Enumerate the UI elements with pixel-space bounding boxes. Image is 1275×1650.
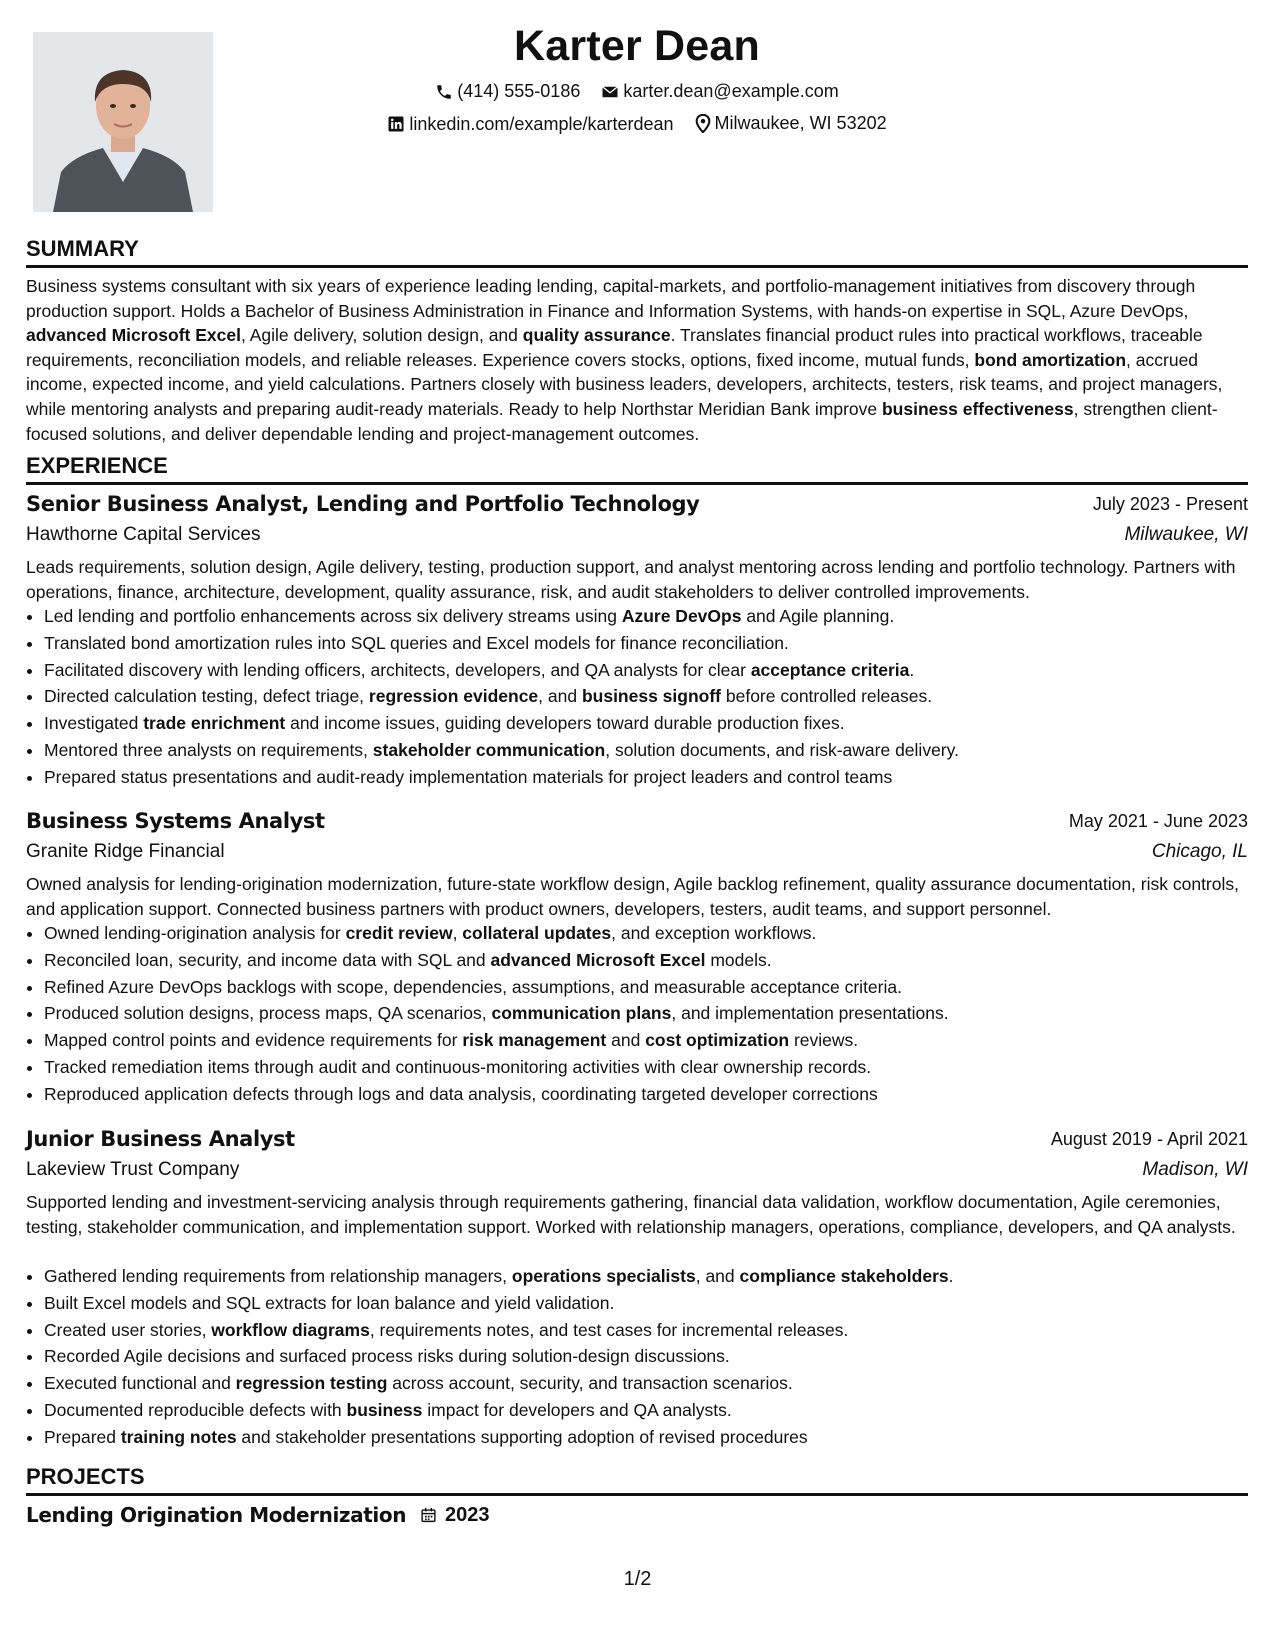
text-segment: Recorded Agile decisions and surfaced process risks during solution-design discussions. [44,1346,730,1367]
text-segment: , [452,923,463,943]
text-segment: , strengthen client-focused solutions, and deliver dependable lending and project-management outcomes. [26,398,1218,444]
email-text: karter.dean@example.com [623,81,839,101]
bold-keyword: training notes [120,1426,237,1447]
bold-keyword: quality assurance [522,325,671,346]
linkedin-text: linkedin.com/example/karterdean [409,113,674,134]
job-description: Supported lending and investment-servicing analysis through requirements gathering, financial data validation, workflow documentation, Agile ceremonies, testing, stakeholder communication, and implementation support. Worked with relationship managers, operations, compliance, developers, and QA analysts. [26,1192,1236,1237]
text-segment: Translated bond amortization rules into SQL queries and Excel models for finance reconciliation. [44,632,789,653]
text-segment: and Agile planning. [741,606,895,626]
project-name: Lending Origination Modernization [26,1503,407,1527]
bullet-item [44,630,1266,657]
bullet-item [44,603,1266,630]
text-segment: Mentored three analysts on requirements, [44,739,373,760]
bullet-item [44,1424,1266,1451]
text-segment: , and exception workflows. [611,923,817,943]
text-segment: and [606,1030,646,1051]
text-segment: , and [538,686,582,707]
bullet-item [44,1370,1266,1397]
job-company: Lakeview Trust Company [26,1159,240,1180]
text-segment: , accrued income, expected income, and yield calculations. Partners closely with business leaders, developers, architects, testers, risk teams, and project managers, while mentoring analysts and preparing audit-ready materials. Ready to help Northstar Meridian Bank improve [26,349,1223,419]
text-segment: Mapped control points and evidence requirements for [44,1030,463,1051]
job-bullets [26,1263,1266,1451]
linkedin-contact[interactable] [387,114,673,135]
text-segment: impact for developers and QA analysts. [422,1399,732,1420]
bold-keyword: advanced Microsoft Excel [26,325,241,346]
bullet-item [44,1317,1266,1344]
bold-keyword: regression testing [235,1373,388,1394]
bullet-item [44,1054,1266,1081]
text-segment: Gathered lending requirements from relationship managers, [44,1266,512,1286]
text-segment: Prepared status presentations and audit-ready implementation materials for project leaders and control teams [44,766,893,787]
candidate-name: Karter Dean [514,22,760,70]
map-pin-icon [695,114,711,133]
text-segment: Led lending and portfolio enhancements across six delivery streams using [44,606,622,626]
text-segment: Business systems consultant with six years of experience leading lending, capital-markets, and portfolio-management initiatives from discovery through production support. Holds a Bachelor of Business Administration in Finance and Information Systems, with hands-on expertise in SQL, Azure DevOps, [26,276,1196,321]
bold-keyword: workflow diagrams [211,1319,370,1340]
text-segment: Tracked remediation items through audit and continuous-monitoring activities with clear ownership records. [44,1056,872,1077]
text-segment: across account, security, and transaction scenarios. [387,1373,793,1394]
phone-icon [435,83,453,101]
bold-keyword: compliance stakeholders [739,1266,949,1286]
text-segment: Executed functional and [44,1373,236,1394]
bold-keyword: Azure DevOps [621,606,742,626]
text-segment: and income issues, guiding developers toward durable production fixes. [285,713,845,734]
bold-keyword: business signoff [581,686,721,707]
job-location: Madison, WI [1142,1159,1248,1180]
page-number: 1/2 [623,1568,652,1590]
text-segment: Created user stories, [44,1319,212,1340]
text-segment: Built Excel models and SQL extracts for loan balance and yield validation. [44,1292,615,1313]
text-segment: . [948,1266,954,1286]
phone-contact[interactable] [435,81,580,102]
text-segment: , and [695,1266,740,1286]
text-segment: Produced solution designs, process maps, QA scenarios, [44,1003,492,1024]
text-segment: Prepared [44,1426,121,1447]
text-segment: Facilitated discovery with lending officers, architects, developers, and QA analysts for clear [44,659,751,680]
phone-text: (414) 555-0186 [457,81,581,101]
text-segment: , solution documents, and risk-aware delivery. [605,739,959,760]
job-location: Milwaukee, WI [1124,524,1248,545]
job-bullets [26,603,1266,791]
bold-keyword: collateral updates [462,923,612,943]
text-segment: models. [705,949,772,970]
job-title: Senior Business Analyst, Lending and Portfolio Technology [26,492,700,516]
job-description: Leads requirements, solution design, Agile delivery, testing, production support, and analyst mentoring across lending and portfolio technology. Partners with operations, finance, architecture, development, quality assurance, risk, and audit stakeholders to deliver controlled improvements. [26,557,1236,602]
job-description: Owned analysis for lending-origination modernization, future-state workflow design, Agile backlog refinement, quality assurance documentation, risk controls, and application support. Connected business partners with product owners, developers, testers, audit teams, and support personnel. [26,874,1239,919]
text-segment: Documented reproducible defects with [44,1399,347,1420]
text-segment: Reconciled loan, security, and income data with SQL and [44,949,491,970]
bold-keyword: communication plans [491,1003,672,1024]
text-segment: reviews. [789,1030,859,1051]
text-segment: , and implementation presentations. [671,1003,949,1024]
bullet-item [44,947,1266,974]
email-contact[interactable] [601,81,838,102]
job-dates: May 2021 - June 2023 [1068,811,1248,831]
text-segment: . [909,659,915,680]
text-segment: Owned lending-origination analysis for [44,923,346,943]
bold-keyword: business effectiveness [881,398,1074,419]
bold-keyword: cost optimization [645,1030,790,1051]
contact-row-2 [26,113,1248,138]
text-segment: Reproduced application defects through logs and data analysis, coordinating targeted developer corrections [44,1083,878,1104]
bullet-item [44,1081,1266,1108]
text-segment: , requirements notes, and test cases for incremental releases. [369,1319,849,1340]
bullet-item [44,974,1266,1001]
location-text: Milwaukee, WI 53202 [714,113,887,133]
text-segment: Refined Azure DevOps backlogs with scope, dependencies, assumptions, and measurable acceptance criteria. [44,976,902,997]
bold-keyword: advanced Microsoft Excel [490,949,706,970]
bullet-item [44,1027,1266,1054]
bold-keyword: regression evidence [368,686,539,707]
job-company: Hawthorne Capital Services [26,524,261,545]
bold-keyword: risk management [462,1030,607,1051]
bullet-item [44,657,1266,684]
summary-heading: SUMMARY [26,235,1248,268]
bullet-item [44,764,1266,791]
projects-heading: PROJECTS [26,1463,1248,1496]
job-bullets [26,920,1266,1108]
bullet-item [44,920,1266,947]
location-contact [695,113,887,134]
job-location: Chicago, IL [1151,841,1248,862]
text-segment: Investigated [44,713,144,734]
bullet-item [44,1397,1266,1424]
bullet-item [44,1290,1266,1317]
job-dates: August 2019 - April 2021 [1050,1129,1248,1149]
bullet-item [44,683,1266,710]
bold-keyword: bond amortization [974,349,1127,370]
job-title: Junior Business Analyst [26,1127,295,1151]
bullet-item [44,710,1266,737]
summary-text [26,274,1248,446]
linkedin-icon [387,115,405,133]
bold-keyword: business [346,1399,423,1420]
bold-keyword: stakeholder communication [372,739,606,760]
text-segment: before controlled releases. [721,686,933,707]
job-dates: July 2023 - Present [1092,494,1248,514]
project-year: 2023 [445,1504,490,1526]
contact-row-1 [26,81,1248,106]
envelope-icon [601,83,619,101]
text-segment: , Agile delivery, solution design, and [240,325,523,346]
bold-keyword: operations specialists [511,1266,696,1286]
bullet-item [44,1343,1266,1370]
text-segment: Directed calculation testing, defect triage, [44,686,369,707]
text-segment: . Translates financial product rules into practical workflows, traceable requirements, reconciliation models, and reliable releases. Experience covers stocks, options, fixed income, mutual funds, [26,325,1203,370]
bullet-item [44,1000,1266,1027]
bold-keyword: trade enrichment [143,713,286,734]
bullet-item [44,1263,1266,1290]
job-company: Granite Ridge Financial [26,841,225,862]
job-title: Business Systems Analyst [26,809,325,833]
bold-keyword: credit review [345,923,453,943]
experience-heading: EXPERIENCE [26,452,1248,485]
calendar-icon [420,1506,437,1524]
bold-keyword: acceptance criteria [750,659,910,680]
project-item [26,1502,490,1528]
text-segment: and stakeholder presentations supporting adoption of revised procedures [236,1426,808,1447]
bullet-item [44,737,1266,764]
